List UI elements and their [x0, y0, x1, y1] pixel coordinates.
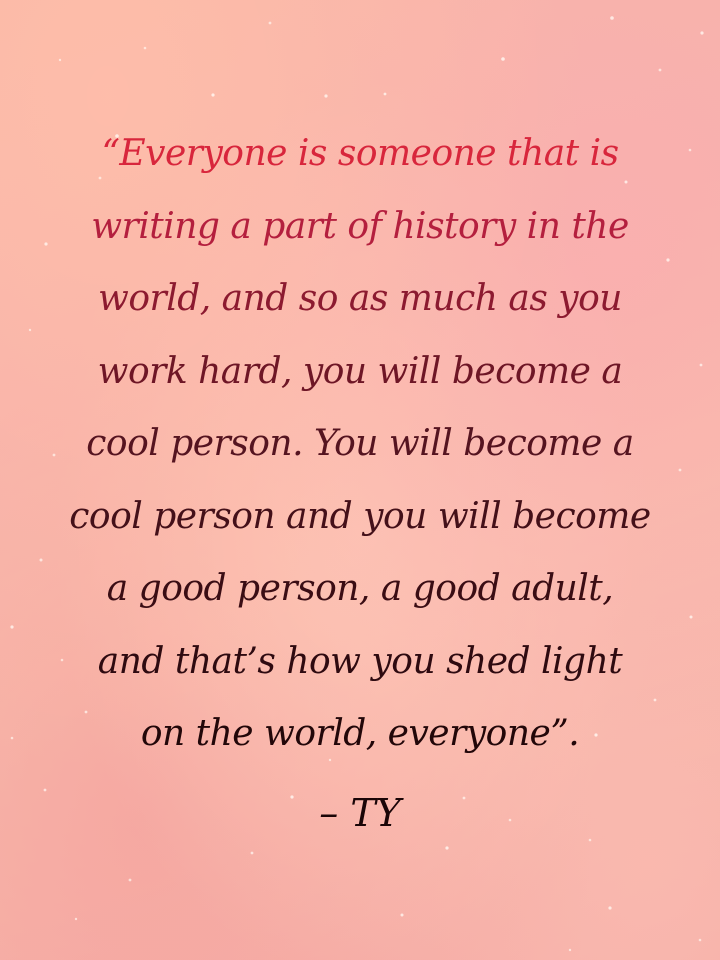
sparkle-star: [690, 616, 693, 619]
sparkle-star: [384, 93, 387, 96]
sparkle-star: [689, 149, 692, 152]
quote-line-4: work hard, you will become a: [97, 350, 623, 392]
sparkle-star: [699, 939, 702, 942]
sparkle-star: [610, 16, 614, 20]
sparkle-star: [211, 93, 214, 96]
sparkle-star: [401, 914, 404, 917]
quote-line-1: “Everyone is someone that is: [101, 133, 619, 174]
sparkle-star: [324, 94, 327, 97]
sparkle-star: [10, 625, 13, 628]
sparkle-star: [269, 22, 272, 25]
sparkle-star: [59, 59, 61, 61]
sparkle-star: [608, 906, 611, 909]
sparkle-star: [251, 852, 254, 855]
sparkle-star: [29, 329, 31, 331]
sparkle-star: [659, 69, 662, 72]
quote-line-7: a good person, a good adult,: [106, 568, 614, 609]
quote-line-3: world, and so as much as you: [98, 278, 622, 319]
quote-text: [40, 118, 680, 771]
sparkle-star: [445, 846, 448, 849]
sparkle-star: [700, 364, 703, 367]
sparkle-star: [11, 737, 14, 740]
sparkle-star: [569, 949, 571, 951]
quote-line-8: and that’s how you shed light: [97, 640, 623, 682]
quote-attribution: – TY: [319, 791, 401, 835]
quote-line-2: writing a part of history in the: [91, 205, 629, 247]
quote-line-5: cool person. You will become a: [86, 423, 634, 464]
sparkle-star: [501, 57, 505, 61]
quote-line-6: cool person and you will become: [69, 495, 651, 537]
sparkle-star: [75, 918, 77, 920]
sparkle-star: [129, 879, 132, 882]
quote-line-9: on the world, everyone”.: [140, 713, 580, 754]
sparkle-star: [144, 47, 147, 50]
sparkle-star: [700, 31, 703, 34]
